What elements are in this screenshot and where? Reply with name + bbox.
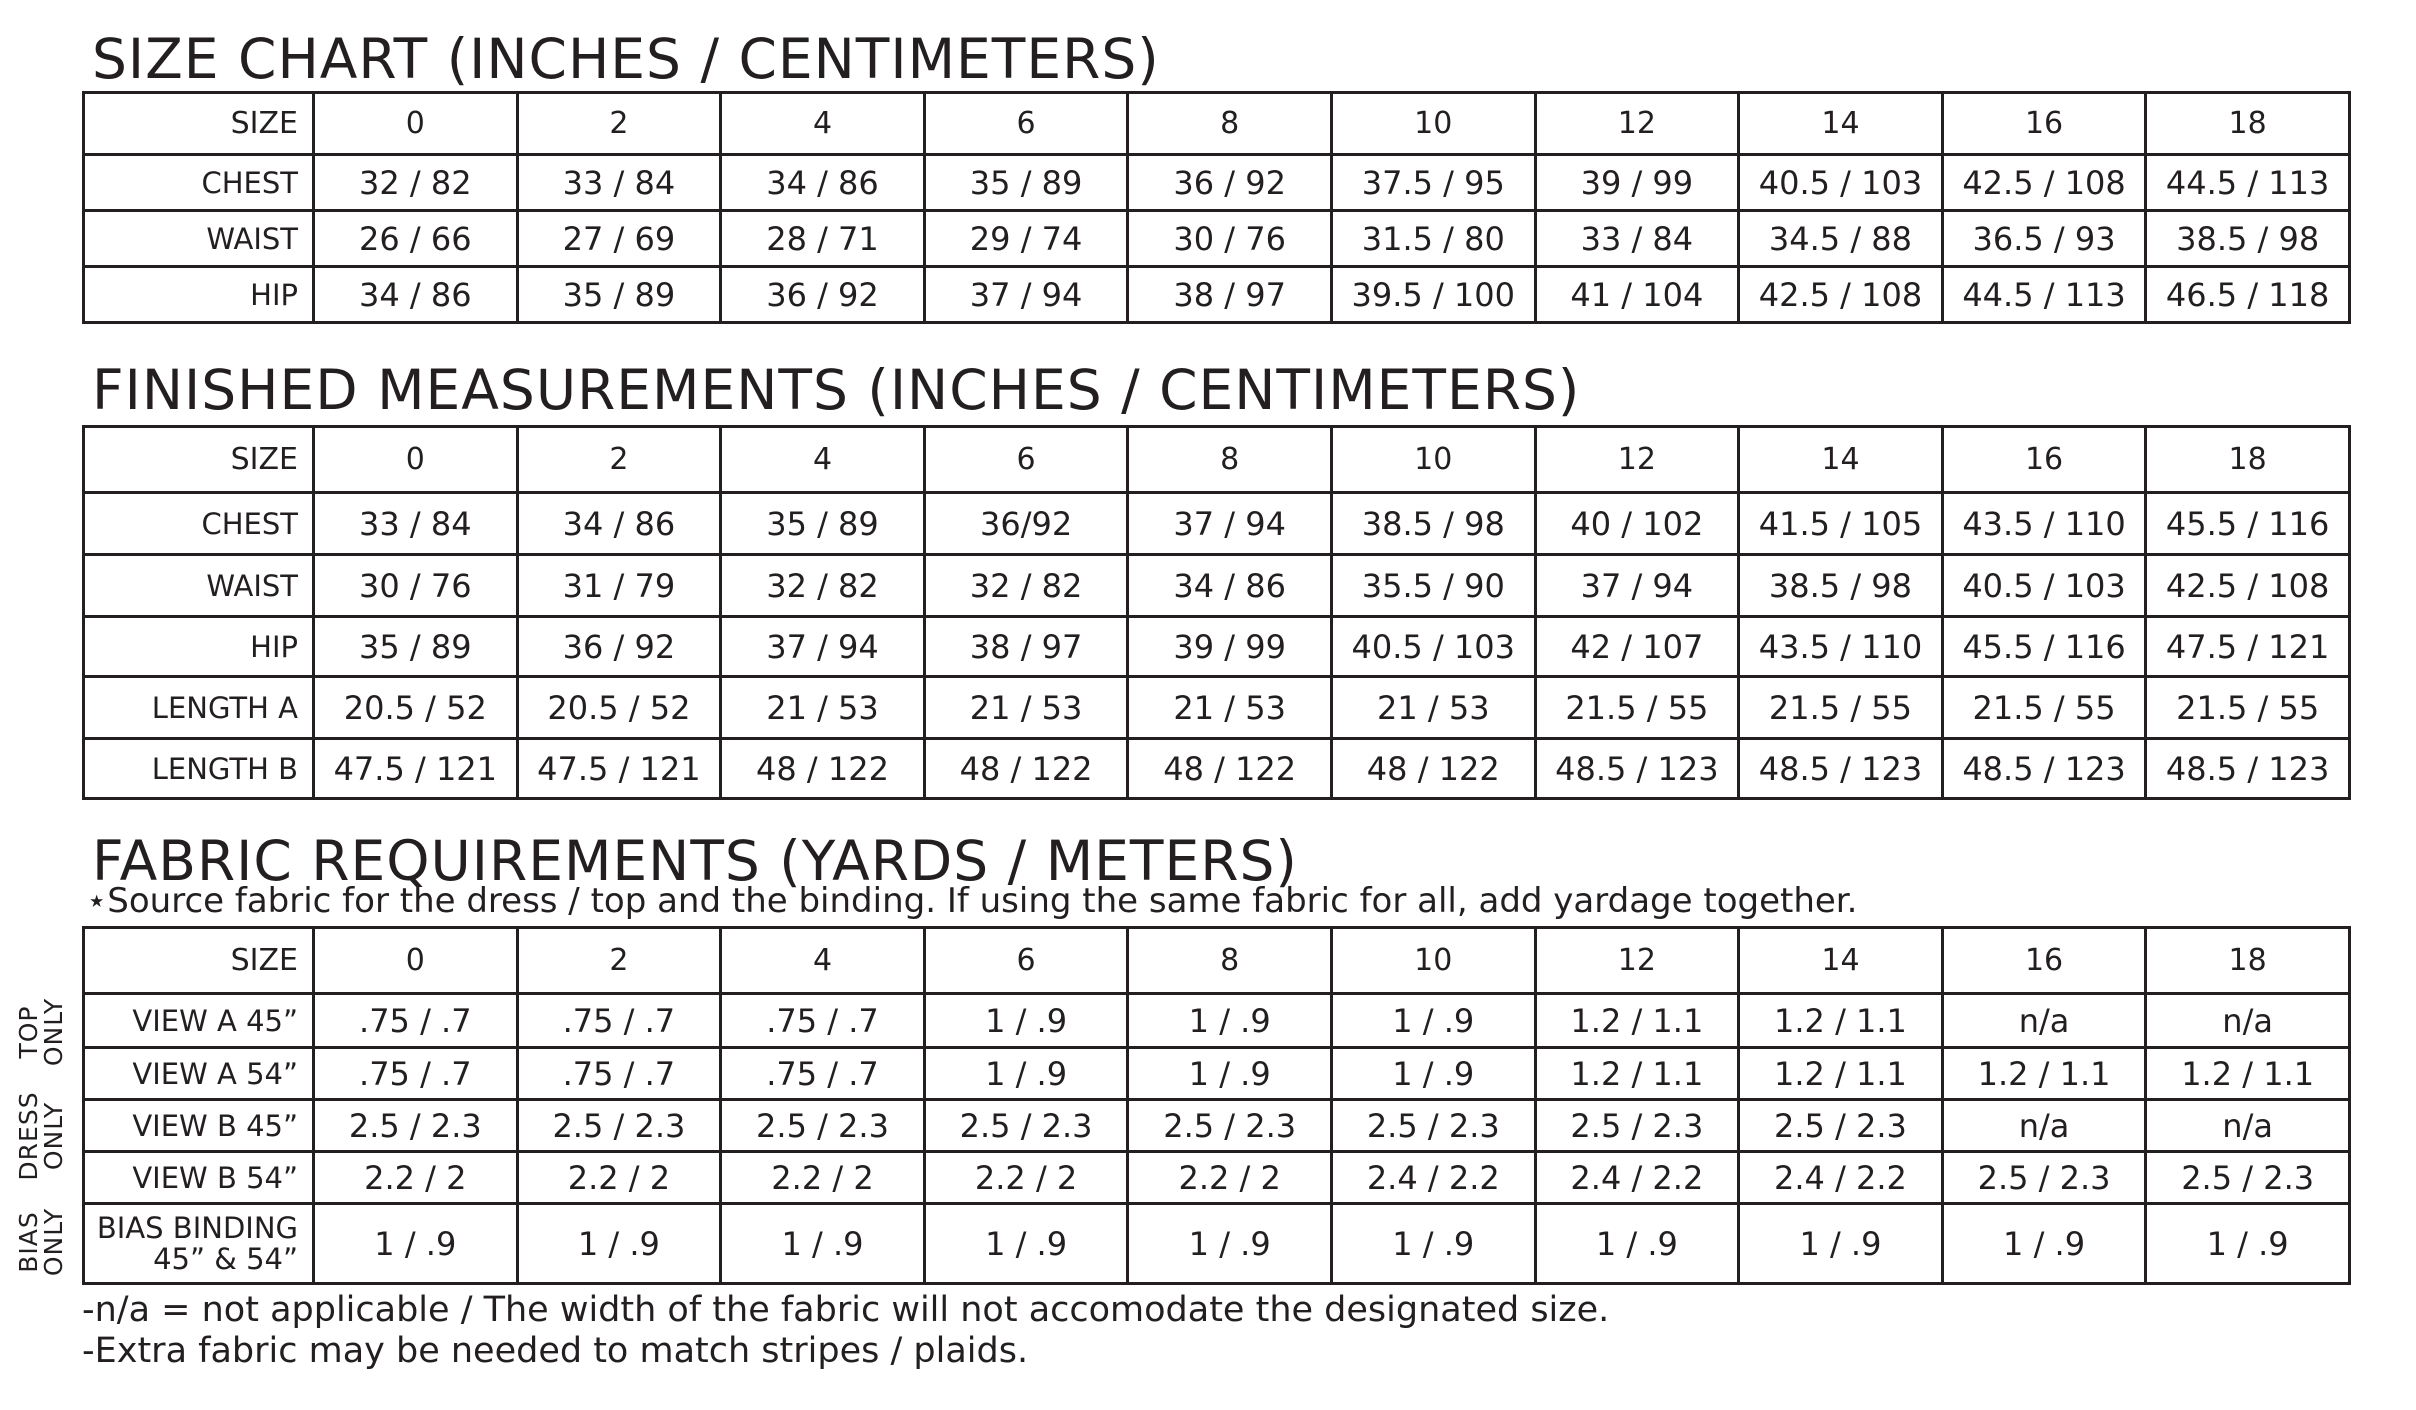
value-cell: 2.2 / 2 — [924, 1152, 1128, 1204]
size-cell: 14 — [1739, 93, 1943, 155]
table-row — [84, 928, 2350, 994]
size-cell: 12 — [1535, 93, 1739, 155]
value-cell: 44.5 / 113 — [2146, 155, 2350, 211]
size-cell: 16 — [1942, 427, 2146, 493]
value-cell: 1 / .9 — [1535, 1204, 1739, 1284]
value-cell: 48.5 / 123 — [1942, 739, 2146, 799]
value-cell: 41.5 / 105 — [1739, 493, 1943, 555]
value-cell: 35 / 89 — [314, 617, 518, 677]
side-label-line: ONLY — [39, 1101, 68, 1171]
value-cell: 35.5 / 90 — [1331, 555, 1535, 617]
row-label: HIP — [84, 617, 314, 677]
value-cell: n/a — [2146, 1100, 2350, 1152]
value-cell: 37 / 94 — [1128, 493, 1332, 555]
size-cell: 4 — [721, 928, 925, 994]
value-cell: 21 / 53 — [1331, 677, 1535, 739]
value-cell: 20.5 / 52 — [314, 677, 518, 739]
value-cell: 30 / 76 — [1128, 211, 1332, 267]
value-cell: 33 / 84 — [314, 493, 518, 555]
value-cell: 33 / 84 — [517, 155, 721, 211]
fabric-note: ⋆Source fabric for the dress / top and the binding. If using the same fabric for all, add yardage together. — [86, 881, 1858, 921]
side-label-line: BIAS — [14, 1211, 43, 1273]
value-cell: 2.5 / 2.3 — [1942, 1152, 2146, 1204]
value-cell: 47.5 / 121 — [2146, 617, 2350, 677]
value-cell: 40.5 / 103 — [1739, 155, 1943, 211]
value-cell: 28 / 71 — [721, 211, 925, 267]
size-chart-title: SIZE CHART (INCHES / CENTIMETERS) — [92, 27, 1160, 91]
row-label: WAIST — [84, 211, 314, 267]
value-cell: 48.5 / 123 — [1739, 739, 1943, 799]
value-cell: 31.5 / 80 — [1331, 211, 1535, 267]
value-cell: 48.5 / 123 — [2146, 739, 2350, 799]
size-cell: 10 — [1331, 928, 1535, 994]
row-label: VIEW A 54” — [84, 1048, 314, 1100]
value-cell: 48 / 122 — [1331, 739, 1535, 799]
value-cell: 36 / 92 — [517, 617, 721, 677]
value-cell: 40.5 / 103 — [1331, 617, 1535, 677]
value-cell: .75 / .7 — [517, 1048, 721, 1100]
row-label: VIEW A 45” — [84, 994, 314, 1048]
row-label: CHEST — [84, 493, 314, 555]
value-cell: 1 / .9 — [1128, 1048, 1332, 1100]
size-cell: 12 — [1535, 427, 1739, 493]
value-cell: 1 / .9 — [1331, 1204, 1535, 1284]
value-cell: 34.5 / 88 — [1739, 211, 1943, 267]
table-row — [84, 1100, 2350, 1152]
value-cell: 32 / 82 — [721, 555, 925, 617]
value-cell: 2.5 / 2.3 — [721, 1100, 925, 1152]
row-label: SIZE — [84, 93, 314, 155]
size-cell: 8 — [1128, 928, 1332, 994]
table-row — [84, 1204, 2350, 1284]
value-cell: 2.5 / 2.3 — [924, 1100, 1128, 1152]
value-cell: 45.5 / 116 — [1942, 617, 2146, 677]
value-cell: 1.2 / 1.1 — [2146, 1048, 2350, 1100]
size-cell: 0 — [314, 93, 518, 155]
row-label: VIEW B 54” — [84, 1152, 314, 1204]
row-label — [84, 1204, 314, 1284]
row-label: CHEST — [84, 155, 314, 211]
value-cell: 2.2 / 2 — [1128, 1152, 1332, 1204]
value-cell: 21.5 / 55 — [1535, 677, 1739, 739]
table-row — [84, 1048, 2350, 1100]
value-cell: 38.5 / 98 — [2146, 211, 2350, 267]
value-cell: 42.5 / 108 — [1739, 267, 1943, 323]
size-chart-table — [82, 91, 2351, 324]
value-cell: 34 / 86 — [314, 267, 518, 323]
table-row — [84, 739, 2350, 799]
value-cell: 37 / 94 — [721, 617, 925, 677]
value-cell: 21 / 53 — [924, 677, 1128, 739]
table-row — [84, 555, 2350, 617]
table-row — [84, 1152, 2350, 1204]
table-row — [84, 427, 2350, 493]
row-label: SIZE — [84, 928, 314, 994]
value-cell: 30 / 76 — [314, 555, 518, 617]
value-cell: 21 / 53 — [1128, 677, 1332, 739]
footnote-stripes: -Extra fabric may be needed to match stripes / plaids. — [82, 1331, 1029, 1371]
value-cell: 35 / 89 — [517, 267, 721, 323]
value-cell: 38 / 97 — [1128, 267, 1332, 323]
size-cell: 2 — [517, 93, 721, 155]
value-cell: 1 / .9 — [1942, 1204, 2146, 1284]
value-cell: 20.5 / 52 — [517, 677, 721, 739]
value-cell: n/a — [1942, 1100, 2146, 1152]
value-cell: 2.5 / 2.3 — [1128, 1100, 1332, 1152]
value-cell: 32 / 82 — [924, 555, 1128, 617]
value-cell: 1.2 / 1.1 — [1739, 994, 1943, 1048]
value-cell: 47.5 / 121 — [517, 739, 721, 799]
value-cell: 45.5 / 116 — [2146, 493, 2350, 555]
value-cell: 31 / 79 — [517, 555, 721, 617]
value-cell: 2.2 / 2 — [314, 1152, 518, 1204]
table-row — [84, 994, 2350, 1048]
table-row — [84, 617, 2350, 677]
value-cell: 37 / 94 — [924, 267, 1128, 323]
value-cell: 34 / 86 — [721, 155, 925, 211]
value-cell: 2.4 / 2.2 — [1331, 1152, 1535, 1204]
value-cell: 1 / .9 — [1739, 1204, 1943, 1284]
row-label: VIEW B 45” — [84, 1100, 314, 1152]
value-cell: 37 / 94 — [1535, 555, 1739, 617]
size-cell: 6 — [924, 928, 1128, 994]
bias-label-line1: BIAS BINDING — [96, 1211, 298, 1246]
value-cell: n/a — [1942, 994, 2146, 1048]
value-cell: 21.5 / 55 — [2146, 677, 2350, 739]
size-cell: 8 — [1128, 427, 1332, 493]
size-cell: 0 — [314, 427, 518, 493]
value-cell: 40.5 / 103 — [1942, 555, 2146, 617]
value-cell: 21 / 53 — [721, 677, 925, 739]
value-cell: 41 / 104 — [1535, 267, 1739, 323]
row-label: WAIST — [84, 555, 314, 617]
side-label-line: TOP — [14, 1005, 43, 1059]
value-cell: 43.5 / 110 — [1942, 493, 2146, 555]
side-label-line: DRESS — [14, 1091, 43, 1181]
footnote-na: -n/a = not applicable / The width of the fabric will not accomodate the designated size. — [82, 1290, 1610, 1330]
value-cell: 38.5 / 98 — [1739, 555, 1943, 617]
size-cell: 4 — [721, 427, 925, 493]
value-cell: 36 / 92 — [721, 267, 925, 323]
value-cell: 1 / .9 — [517, 1204, 721, 1284]
value-cell: 2.2 / 2 — [517, 1152, 721, 1204]
value-cell: 1 / .9 — [721, 1204, 925, 1284]
side-label-line: ONLY — [39, 997, 68, 1067]
value-cell: .75 / .7 — [314, 994, 518, 1048]
value-cell: .75 / .7 — [721, 994, 925, 1048]
value-cell: 2.2 / 2 — [721, 1152, 925, 1204]
value-cell: 1 / .9 — [1128, 1204, 1332, 1284]
fabric-requirements-table — [82, 926, 2351, 1285]
size-cell: 2 — [517, 928, 721, 994]
row-label: LENGTH B — [84, 739, 314, 799]
value-cell: 44.5 / 113 — [1942, 267, 2146, 323]
value-cell: 1 / .9 — [924, 1204, 1128, 1284]
value-cell: 40 / 102 — [1535, 493, 1739, 555]
value-cell: 2.5 / 2.3 — [314, 1100, 518, 1152]
value-cell: 36/92 — [924, 493, 1128, 555]
table-row — [84, 211, 2350, 267]
value-cell: .75 / .7 — [721, 1048, 925, 1100]
size-cell: 4 — [721, 93, 925, 155]
value-cell: 1 / .9 — [924, 1048, 1128, 1100]
value-cell: 1.2 / 1.1 — [1535, 1048, 1739, 1100]
size-cell: 0 — [314, 928, 518, 994]
finished-measurements-table — [82, 425, 2351, 800]
size-cell: 8 — [1128, 93, 1332, 155]
value-cell: 2.4 / 2.2 — [1739, 1152, 1943, 1204]
table-row — [84, 267, 2350, 323]
size-cell: 14 — [1739, 928, 1943, 994]
value-cell: 42 / 107 — [1535, 617, 1739, 677]
row-label: SIZE — [84, 427, 314, 493]
value-cell: 38 / 97 — [924, 617, 1128, 677]
top-only-side-label — [16, 982, 76, 1082]
value-cell: 35 / 89 — [721, 493, 925, 555]
size-cell: 18 — [2146, 928, 2350, 994]
row-label: LENGTH A — [84, 677, 314, 739]
value-cell: 36.5 / 93 — [1942, 211, 2146, 267]
value-cell: 1.2 / 1.1 — [1739, 1048, 1943, 1100]
fabric-requirements-title: FABRIC REQUIREMENTS (YARDS / METERS) — [92, 829, 1298, 893]
value-cell: 39 / 99 — [1128, 617, 1332, 677]
value-cell: 1.2 / 1.1 — [1535, 994, 1739, 1048]
size-cell: 10 — [1331, 427, 1535, 493]
table-row — [84, 493, 2350, 555]
value-cell: 1 / .9 — [314, 1204, 518, 1284]
size-cell: 6 — [924, 93, 1128, 155]
finished-measurements-title: FINISHED MEASUREMENTS (INCHES / CENTIMETERS) — [92, 358, 1581, 422]
value-cell: 1 / .9 — [1331, 1048, 1535, 1100]
value-cell: 27 / 69 — [517, 211, 721, 267]
value-cell: 2.5 / 2.3 — [1535, 1100, 1739, 1152]
value-cell: 1 / .9 — [2146, 1204, 2350, 1284]
value-cell: 1 / .9 — [924, 994, 1128, 1048]
value-cell: 2.5 / 2.3 — [2146, 1152, 2350, 1204]
size-cell: 6 — [924, 427, 1128, 493]
value-cell: 33 / 84 — [1535, 211, 1739, 267]
value-cell: 48 / 122 — [1128, 739, 1332, 799]
value-cell: 32 / 82 — [314, 155, 518, 211]
value-cell: 39 / 99 — [1535, 155, 1739, 211]
size-cell: 18 — [2146, 427, 2350, 493]
value-cell: 34 / 86 — [1128, 555, 1332, 617]
value-cell: .75 / .7 — [314, 1048, 518, 1100]
value-cell: 21.5 / 55 — [1942, 677, 2146, 739]
value-cell: 42.5 / 108 — [1942, 155, 2146, 211]
size-cell: 16 — [1942, 928, 2146, 994]
row-label: HIP — [84, 267, 314, 323]
value-cell: 26 / 66 — [314, 211, 518, 267]
value-cell: 47.5 / 121 — [314, 739, 518, 799]
value-cell: 29 / 74 — [924, 211, 1128, 267]
table-row — [84, 93, 2350, 155]
value-cell: 48 / 122 — [721, 739, 925, 799]
size-cell: 14 — [1739, 427, 1943, 493]
value-cell: 2.5 / 2.3 — [517, 1100, 721, 1152]
dress-only-side-label — [16, 1086, 76, 1186]
size-cell: 16 — [1942, 93, 2146, 155]
size-cell: 2 — [517, 427, 721, 493]
value-cell: 2.4 / 2.2 — [1535, 1152, 1739, 1204]
value-cell: 42.5 / 108 — [2146, 555, 2350, 617]
value-cell: 2.5 / 2.3 — [1331, 1100, 1535, 1152]
size-cell: 18 — [2146, 93, 2350, 155]
value-cell: 48 / 122 — [924, 739, 1128, 799]
value-cell: 34 / 86 — [517, 493, 721, 555]
value-cell: 1 / .9 — [1128, 994, 1332, 1048]
size-cell: 10 — [1331, 93, 1535, 155]
table-row — [84, 677, 2350, 739]
bias-only-side-label — [16, 1192, 76, 1292]
value-cell: n/a — [2146, 994, 2350, 1048]
table-row — [84, 155, 2350, 211]
value-cell: 46.5 / 118 — [2146, 267, 2350, 323]
value-cell: .75 / .7 — [517, 994, 721, 1048]
value-cell: 2.5 / 2.3 — [1739, 1100, 1943, 1152]
bias-label-line2: 45” & 54” — [153, 1241, 298, 1276]
value-cell: 39.5 / 100 — [1331, 267, 1535, 323]
side-label-line: ONLY — [39, 1207, 68, 1277]
value-cell: 21.5 / 55 — [1739, 677, 1943, 739]
value-cell: 1 / .9 — [1331, 994, 1535, 1048]
value-cell: 43.5 / 110 — [1739, 617, 1943, 677]
value-cell: 1.2 / 1.1 — [1942, 1048, 2146, 1100]
value-cell: 48.5 / 123 — [1535, 739, 1739, 799]
value-cell: 36 / 92 — [1128, 155, 1332, 211]
value-cell: 38.5 / 98 — [1331, 493, 1535, 555]
value-cell: 35 / 89 — [924, 155, 1128, 211]
size-cell: 12 — [1535, 928, 1739, 994]
value-cell: 37.5 / 95 — [1331, 155, 1535, 211]
